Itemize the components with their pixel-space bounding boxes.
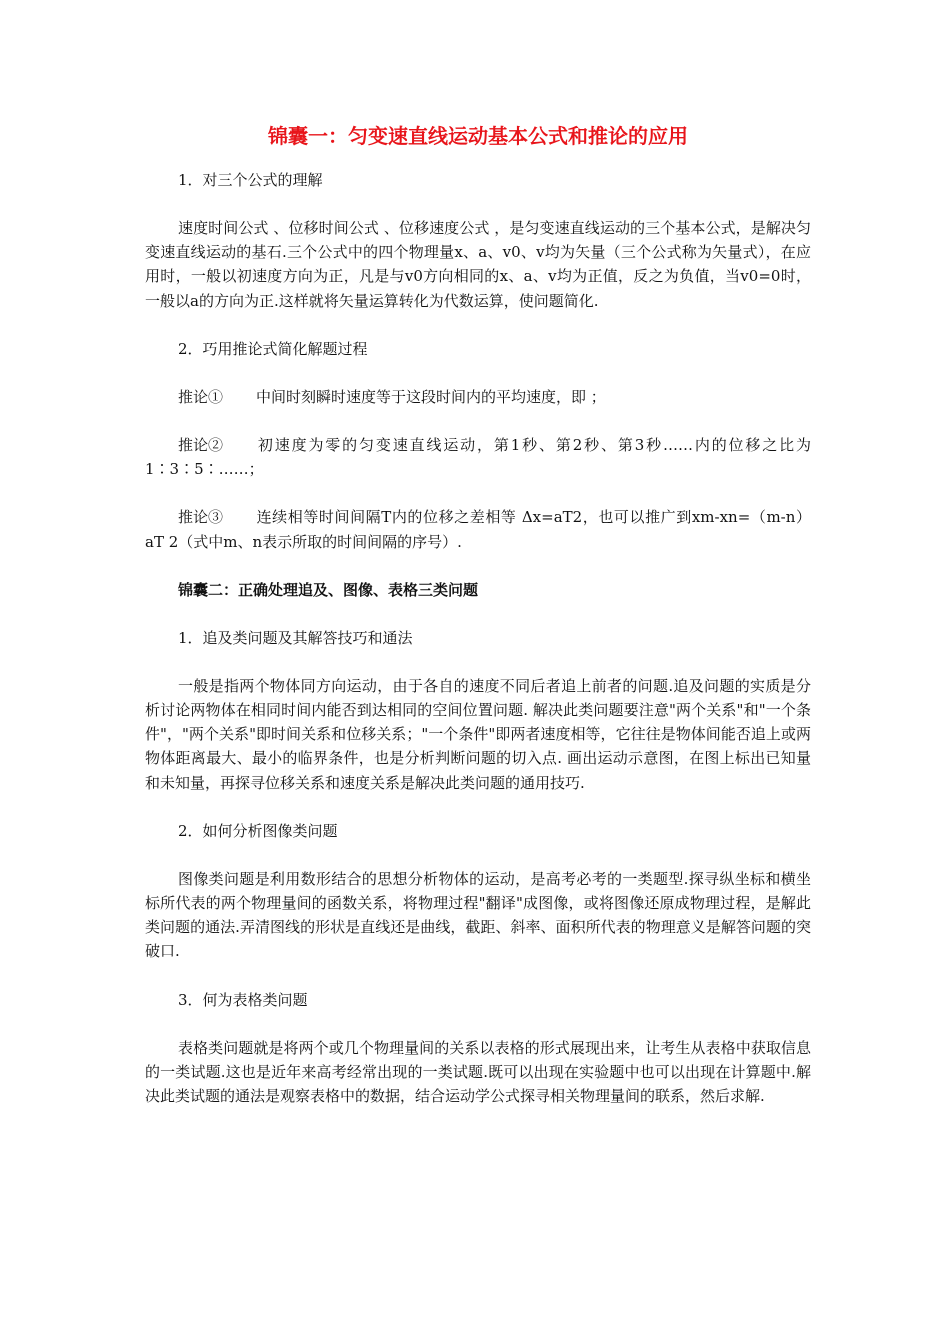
heading-pursuit-problems: 1．追及类问题及其解答技巧和通法: [178, 628, 413, 647]
inference-3-tag: 推论③: [178, 508, 224, 527]
paragraph-pursuit-problems: 一般是指两个物体同方向运动，由于各自的速度不同后者追上前者的问题.追及问题的实质是分析讨论两物体在相同时间内能否到达相同的空间位置问题. 解决此类问题要注意"两个关系"和"一个条件"，"两个关系"即时间关系和位移关系；"一个条件"即两者速度相等，它往往是物体间能否追上或两物体距离最大、最小的临界条件，也是分析判断问题的切入点. 画出运动示意图，在图上标出已知量和未知量，再探寻位移关系和速度关系是解决此类问题的通用技巧.: [145, 676, 811, 792]
inference-2-text: 初速度为零的匀变速直线运动，第1秒、第2秒、第3秒……内的位移之比为1∶3∶5∶……；: [145, 436, 811, 479]
document-page: [145, 118, 811, 1132]
page-title: 锦囊一：匀变速直线运动基本公式和推论的应用: [268, 124, 688, 148]
inference-1-tag: 推论①: [178, 387, 224, 406]
heading-formula-understanding: 1．对三个公式的理解: [178, 171, 323, 189]
inference-2-tag: 推论②: [178, 436, 224, 455]
inference-1-text: 中间时刻瞬时速度等于这段时间内的平均速度，即 ；: [256, 387, 606, 406]
inference-3: [145, 505, 811, 553]
section2-title: 锦囊二：正确处理追及、图像、表格三类问题: [178, 580, 479, 599]
inference-2: [145, 433, 811, 481]
paragraph-table-problems: 表格类问题就是将两个或几个物理量间的关系以表格的形式展现出来，让考生从表格中获取信息的一类试题.这也是近年来高考经常出现的一类试题.既可以出现在实验题中也可以出现在计算题中.解决此类试题的通法是观察表格中的数据，结合运动学公式探寻相关物理量间的联系，然后求解.: [145, 1038, 811, 1106]
heading-table-problems: 3．何为表格类问题: [178, 990, 308, 1009]
paragraph-graph-problems: 图像类问题是利用数形结合的思想分析物体的运动，是高考必考的一类题型.探寻纵坐标和横坐标所代表的两个物理量间的函数关系，将物理过程"翻译"成图像，或将图像还原成物理过程，是解此类问题的通法.弄清图线的形状是直线还是曲线，截距、斜率、面积所代表的物理意义是解答问题的突破口.: [145, 869, 811, 961]
paragraph-formula-understanding: 速度时间公式 、位移时间公式 、位移速度公式 ，是匀变速直线运动的三个基本公式，是解决匀变速直线运动的基石.三个公式中的四个物理量x、a、v0、v均为矢量（三个公式称为矢量式），在应用时，一般以初速度方向为正，凡是与v0方向相同的x、a、v均为正值，反之为负值，当v0=0时，一般以a的方向为正.这样就将矢量运算转化为代数运算，使问题简化.: [145, 219, 811, 310]
inference-1: [145, 385, 811, 409]
heading-graph-problems: 2．如何分析图像类问题: [178, 821, 338, 840]
heading-inference-usage: 2．巧用推论式简化解题过程: [178, 339, 368, 358]
inference-3-text: 连续相等时间间隔T内的位移之差相等 Δx=aT2，也可以推广到xm-xn=（m-n）aT 2（式中m、n表示所取的时间间隔的序号）.: [145, 508, 811, 551]
